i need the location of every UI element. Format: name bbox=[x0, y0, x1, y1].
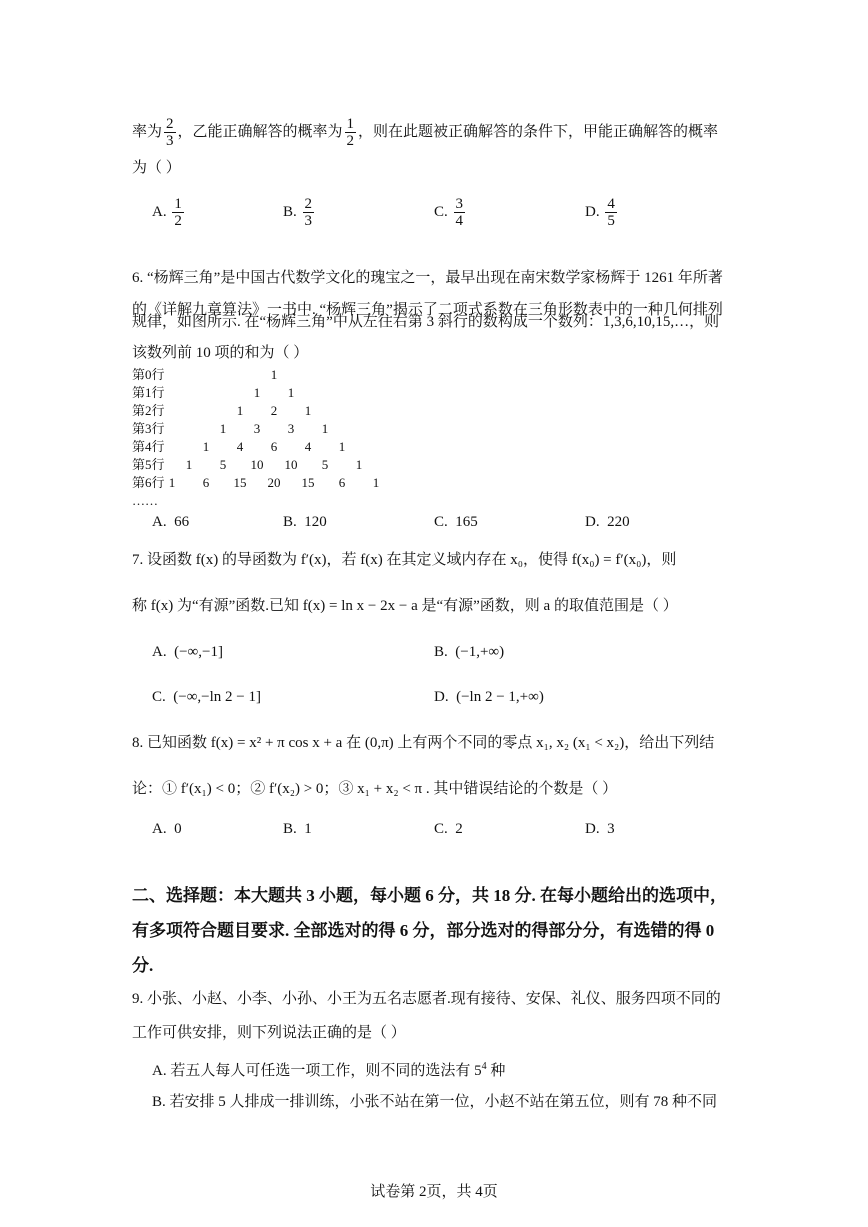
q7-option-a-text: (−∞,−1] bbox=[174, 644, 223, 660]
q8-option-c-label: C. bbox=[434, 821, 448, 837]
triangle-row-label: 第0行 bbox=[132, 367, 165, 382]
triangle-value: 5 bbox=[219, 457, 227, 472]
q5-line2: 为（ ） bbox=[132, 160, 181, 176]
page-footer: 试卷第 2页，共 4页 bbox=[370, 1184, 498, 1200]
q6-line4: 该数列前 10 项的和为（ ） bbox=[132, 345, 309, 361]
q5-frac1-num: 2 bbox=[166, 116, 174, 132]
q6-option-a bbox=[152, 512, 189, 532]
triangle-value: 1 bbox=[304, 403, 312, 418]
q9-option-a-sup: 4 bbox=[481, 1061, 487, 1072]
q8-line2: 论：① f′(x₁) < 0；② f′(x₂) > 0；③ x₁ + x₂ < π . 其中错误结论的个数是（ ） bbox=[132, 781, 618, 797]
q5-option-a-frac bbox=[172, 196, 184, 229]
q6-line2: 的《详解九章算法》一书中. “杨辉三角”揭示了二项式系数在三角形数表中的一种几何排列 bbox=[132, 302, 723, 318]
q8-option-a bbox=[152, 819, 182, 839]
triangle-value: 4 bbox=[304, 439, 312, 454]
triangle-value: 15 bbox=[301, 475, 315, 490]
q8-option-a-text: 0 bbox=[174, 821, 182, 837]
q7-option-d-label: D. bbox=[434, 689, 449, 705]
q6-option-a-label: A. bbox=[152, 514, 167, 530]
triangle-value: 15 bbox=[233, 475, 247, 490]
q9-line2: 工作可供安排，则下列说法正确的是（ ） bbox=[132, 1025, 406, 1041]
q8-option-d bbox=[585, 819, 615, 839]
triangle-value: 1 bbox=[219, 421, 227, 436]
q7-option-d bbox=[434, 687, 544, 707]
q5-option-a-den: 2 bbox=[174, 213, 182, 229]
q6-option-d bbox=[585, 512, 630, 532]
q9-option-a-pre: A. 若五人每人可任选一项工作，则不同的选法有 5 bbox=[152, 1063, 482, 1079]
q5-option-d-label: D. bbox=[585, 203, 600, 220]
q7-line1: 7. 设函数 f(x) 的导函数为 f′(x)，若 f(x) 在其定义域内存在 x₀，使得 f(x₀) = f′(x₀)，则 bbox=[132, 552, 677, 568]
q5-frac1 bbox=[164, 116, 176, 149]
q8-option-d-label: D. bbox=[585, 821, 600, 837]
q5-option-a-num: 1 bbox=[174, 196, 182, 212]
triangle-value: 4 bbox=[236, 439, 244, 454]
q7-option-c-label: C. bbox=[152, 689, 166, 705]
q6-option-d-label: D. bbox=[585, 514, 600, 530]
q7-option-b-text: (−1,+∞) bbox=[455, 644, 505, 660]
q5-option-d-frac bbox=[605, 196, 617, 229]
q6-option-b-label: B. bbox=[283, 514, 297, 530]
section2-heading-line1: 二、选择题：本大题共 3 小题，每小题 6 分，共 18 分. 在每小题给出的选项中， bbox=[132, 886, 727, 905]
q6-option-b bbox=[283, 512, 327, 532]
triangle-value: 6 bbox=[338, 475, 346, 490]
triangle-row-label: 第6行 bbox=[132, 475, 165, 490]
triangle-value: 1 bbox=[185, 457, 193, 472]
q7-option-a-label: A. bbox=[152, 644, 167, 660]
q5-option-c-frac bbox=[454, 196, 466, 229]
q9-option-b: B. 若安排 5 人排成一排训练，小张不站在第一位，小赵不站在第五位，则有 78 种不同 bbox=[152, 1094, 718, 1110]
q5-frac2 bbox=[345, 116, 357, 149]
q8-option-c-text: 2 bbox=[455, 821, 463, 837]
q5-option-b-label: B. bbox=[283, 203, 297, 220]
q9-option-a bbox=[152, 1057, 505, 1081]
triangle-value: 1 bbox=[202, 439, 210, 454]
q5-line1 bbox=[132, 116, 718, 149]
q5-option-d bbox=[585, 196, 619, 229]
q5-option-c bbox=[434, 196, 467, 229]
q6-option-c-text: 165 bbox=[455, 514, 478, 530]
q6-option-c bbox=[434, 512, 478, 532]
q5-option-b bbox=[283, 196, 316, 229]
triangle-value: 1 bbox=[270, 367, 278, 382]
triangle-value: 10 bbox=[250, 457, 264, 472]
triangle-ellipsis: …… bbox=[132, 493, 158, 508]
q6-option-b-text: 120 bbox=[304, 514, 327, 530]
q7-option-a bbox=[152, 642, 223, 662]
q7-option-b bbox=[434, 642, 504, 662]
triangle-row-label: 第2行 bbox=[132, 403, 165, 418]
triangle-row-label: 第3行 bbox=[132, 421, 165, 436]
triangle-row-label: 第4行 bbox=[132, 439, 165, 454]
q5-option-c-num: 3 bbox=[455, 196, 464, 212]
section2-heading-line2: 有多项符合题目要求. 全部选对的得 6 分，部分选对的得部分分，有选错的得 0 bbox=[132, 921, 715, 940]
q5-option-c-den: 4 bbox=[455, 213, 464, 229]
q5-option-a bbox=[152, 196, 186, 229]
triangle-value: 3 bbox=[287, 421, 295, 436]
q5-option-b-den: 3 bbox=[304, 213, 313, 229]
triangle-value: 6 bbox=[270, 439, 278, 454]
q8-option-a-label: A. bbox=[152, 821, 167, 837]
q8-line1: 8. 已知函数 f(x) = x² + π cos x + a 在 (0,π) 上有两个不同的零点 x₁, x₂ (x₁ < x₂)，给出下列结 bbox=[132, 735, 715, 751]
q9-option-a-post: 种 bbox=[486, 1063, 506, 1079]
q5-text-b: ，乙能正确解答的概率为 bbox=[177, 123, 343, 140]
triangle-value: 1 bbox=[372, 475, 380, 490]
triangle-value: 1 bbox=[236, 403, 244, 418]
triangle-value: 1 bbox=[321, 421, 329, 436]
q8-option-c bbox=[434, 819, 463, 839]
triangle-value: 10 bbox=[284, 457, 298, 472]
q5-frac1-den: 3 bbox=[166, 133, 174, 149]
triangle-value: 2 bbox=[270, 403, 278, 418]
q8-option-b-label: B. bbox=[283, 821, 297, 837]
triangle-value: 1 bbox=[287, 385, 295, 400]
q6-option-c-label: C. bbox=[434, 514, 448, 530]
triangle-value: 1 bbox=[355, 457, 363, 472]
q5-frac2-den: 2 bbox=[346, 133, 355, 149]
q5-text-c: ，则在此题被正确解答的条件下，甲能正确解答的概率 bbox=[358, 123, 719, 140]
q7-option-d-text: (−ln 2 − 1,+∞) bbox=[456, 689, 544, 705]
q5-option-d-num: 4 bbox=[607, 196, 615, 212]
q5-frac2-num: 1 bbox=[346, 116, 355, 132]
q5-option-d-den: 5 bbox=[607, 213, 615, 229]
q5-option-b-num: 2 bbox=[304, 196, 313, 212]
q7-option-b-label: B. bbox=[434, 644, 448, 660]
yanghui-triangle bbox=[132, 366, 432, 506]
q8-option-b bbox=[283, 819, 312, 839]
triangle-value: 5 bbox=[321, 457, 329, 472]
q6-option-a-text: 66 bbox=[174, 514, 190, 530]
q7-option-c bbox=[152, 687, 261, 707]
triangle-value: 1 bbox=[168, 475, 176, 490]
triangle-value: 20 bbox=[267, 475, 281, 490]
triangle-value: 3 bbox=[253, 421, 261, 436]
q8-option-b-text: 1 bbox=[304, 821, 312, 837]
q6-line1: 6. “杨辉三角”是中国古代数学文化的瑰宝之一，最早出现在南宋数学家杨辉于 1261 年所著 bbox=[132, 270, 723, 286]
triangle-value: 1 bbox=[253, 385, 261, 400]
q7-line2: 称 f(x) 为“有源”函数.已知 f(x) = ln x − 2x − a 是“有源”函数，则 a 的取值范围是（ ） bbox=[132, 598, 678, 614]
q6-option-d-text: 220 bbox=[607, 514, 630, 530]
q5-text-a: 率为 bbox=[132, 123, 163, 140]
q5-option-c-label: C. bbox=[434, 203, 448, 220]
triangle-value: 6 bbox=[202, 475, 210, 490]
q9-line1: 9. 小张、小赵、小李、小孙、小王为五名志愿者.现有接待、安保、礼仪、服务四项不同的 bbox=[132, 991, 721, 1007]
section2-heading-line3: 分. bbox=[132, 956, 154, 975]
q7-option-c-text: (−∞,−ln 2 − 1] bbox=[173, 689, 261, 705]
triangle-value: 1 bbox=[338, 439, 346, 454]
q5-option-b-frac bbox=[303, 196, 315, 229]
triangle-row-label: 第5行 bbox=[132, 457, 165, 472]
q8-option-d-text: 3 bbox=[607, 821, 615, 837]
triangle-row-label: 第1行 bbox=[132, 385, 165, 400]
q6-line3: 规律，如图所示. 在“杨辉三角”中从左往右第 3 斜行的数构成一个数列：1,3,6,10,15,…，则 bbox=[132, 314, 720, 330]
q5-option-a-label: A. bbox=[152, 203, 167, 220]
